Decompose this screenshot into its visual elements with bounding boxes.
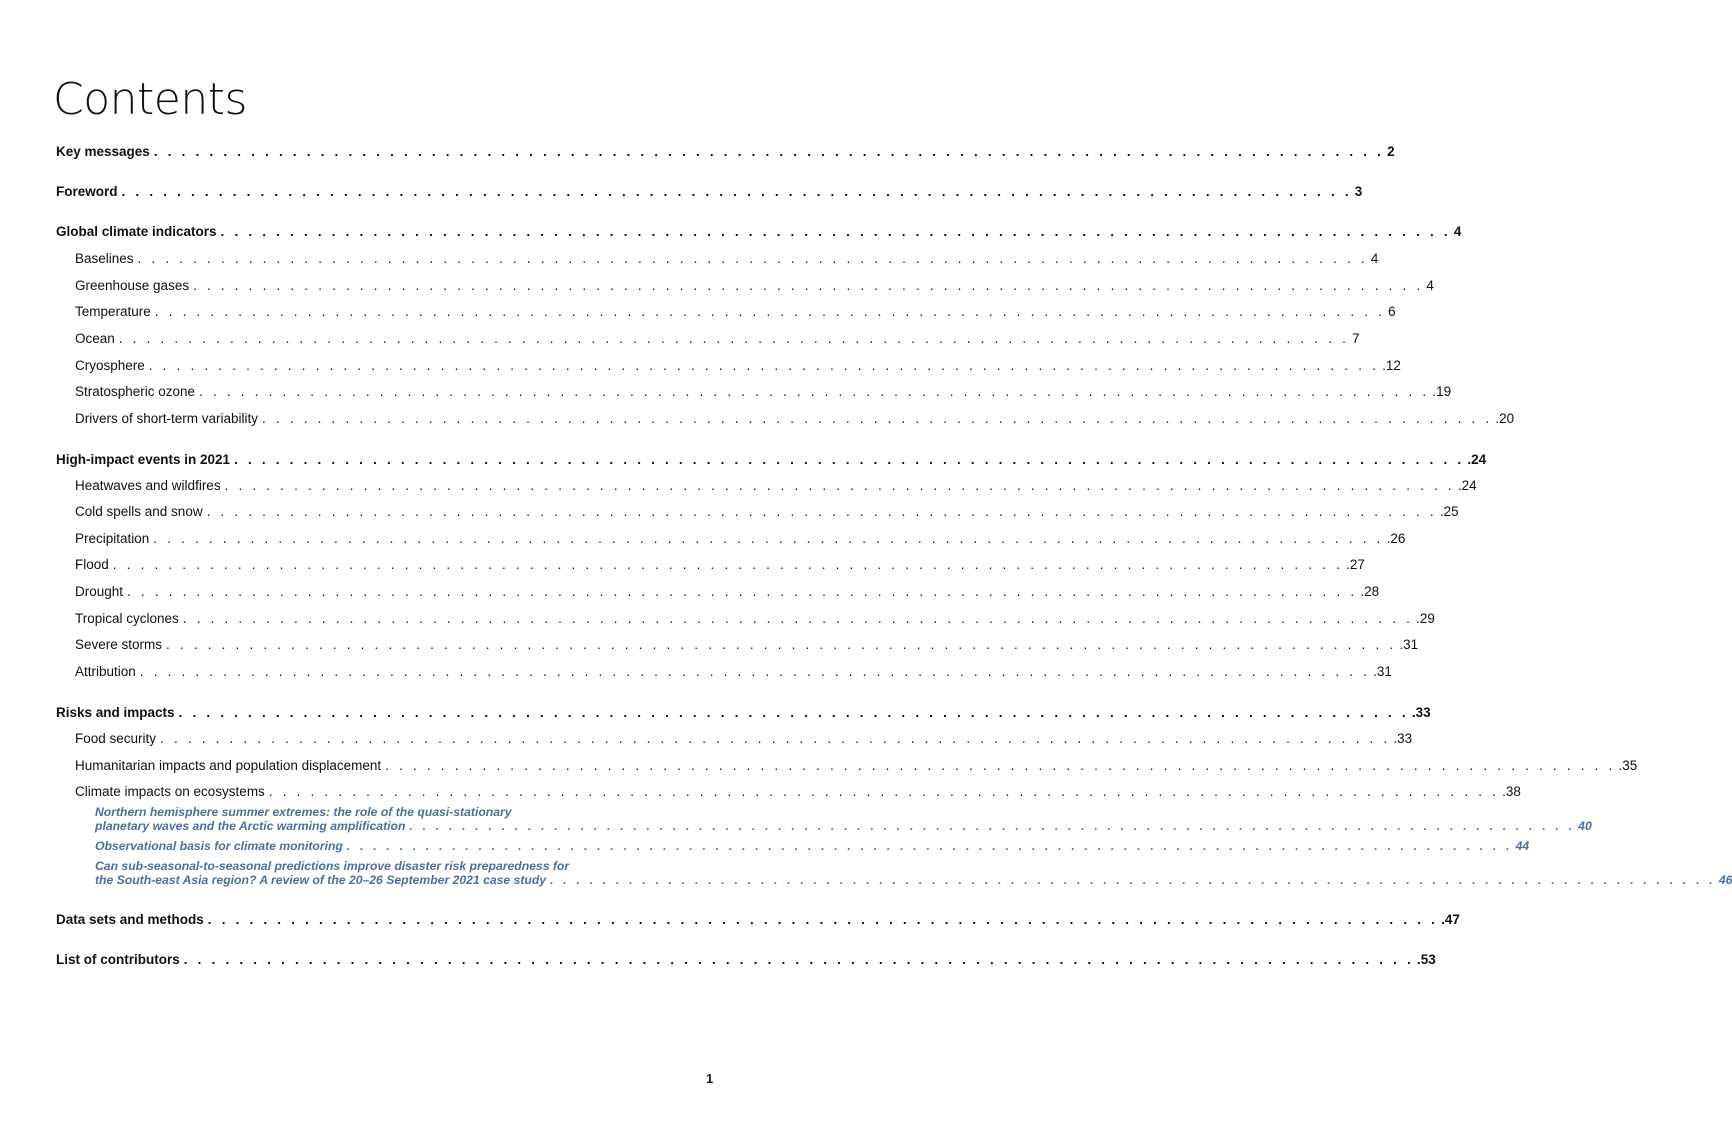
page-number: 1 xyxy=(706,1071,714,1086)
toc-entry-page: .19 xyxy=(1432,384,1452,399)
toc-entry-cryosphere[interactable] xyxy=(56,357,1401,375)
toc-entry-page: .12 xyxy=(1382,358,1401,373)
dot-leader: . . . . . . . . . . . . . . . . . . . . . . . . . . . . . . . . . . . . . . . . . . . . . . . . . . . . . . . . . . . . . . . . . . . . . . . . . . . . . . . . . . . . . . . . . xyxy=(166,637,1397,652)
toc-box-title-line1: Northern hemisphere summer extremes: the role of the quasi-stationary xyxy=(95,805,512,819)
toc-box-title: Observational basis for climate monitoring xyxy=(95,839,343,853)
toc-entry-label: Severe storms xyxy=(75,637,163,652)
dot-leader: . . . . . . . . . . . . . . . . . . . . . . . . . . . . . . . . . . . . . . . . . . . . . . . . . . . . . . . . . . . . . . . . . . . . . . . . . . . . . . . . . . . . . . . . . xyxy=(148,358,1380,373)
dot-leader: . . . . . . . . . . . . . . . . . . . . . . . . . . . . . . . . . . . . . . . . . . . . . . . . . . . . . . . . . . . . . . . . . . . . . . . . . . . . . . . . . . . . . . . . . xyxy=(154,304,1386,319)
toc-box-page: 46 xyxy=(1718,873,1732,887)
toc-entry-label: Attribution xyxy=(75,664,136,679)
toc-entry-page: .33 xyxy=(1411,705,1431,720)
toc-entry-page: .31 xyxy=(1399,637,1419,652)
dot-leader: . . . . . . . . . . . . . . . . . . . . . . . . . . . . . . . . . . . . . . . . . . . . . . . . . . . . . . . . . . . . . . . . . . . . . . . . . . . . . . . . . . . . . . . . . xyxy=(206,504,1437,519)
toc-entry-label: High-impact events in 2021 xyxy=(56,452,231,467)
toc-box-title-row xyxy=(95,839,1530,853)
toc-entry-risks-and-impacts[interactable] xyxy=(56,704,1431,722)
toc-entry-climate-impacts-on-ecosystems[interactable] xyxy=(56,783,1521,801)
toc-entry-flood[interactable] xyxy=(56,556,1365,574)
toc-entry-attribution[interactable] xyxy=(56,663,1392,681)
toc-entry-page: .31 xyxy=(1373,664,1392,679)
toc-entry-label: Stratospheric ozone xyxy=(75,384,196,399)
dot-leader: . . . . . . . . . . . . . . . . . . . . . . . . . . . . . . . . . . . . . . . . . . . . . . . . . . . . . . . . . . . . . . . . . . . . . . . . . . . . . . . . . . . . . . . . . xyxy=(121,184,1352,199)
toc-entry-key-messages[interactable] xyxy=(56,143,1395,161)
toc-entry-label: Baselines xyxy=(75,251,134,266)
toc-entry-page: .20 xyxy=(1495,411,1515,426)
toc-entry-precipitation[interactable] xyxy=(56,530,1406,548)
toc-entry-page: .35 xyxy=(1618,758,1638,773)
toc-entry-page: .24 xyxy=(1467,452,1487,467)
dot-leader: . . . . . . . . . . . . . . . . . . . . . . . . . . . . . . . . . . . . . . . . . . . . . . . . . . . . . . . . . . . . . . . . . . . . . . . . . . . . . . . . . . . . . . . . . xyxy=(385,758,1616,773)
toc-entry-page: .38 xyxy=(1502,784,1521,799)
toc-entry-data-sets-and-methods[interactable] xyxy=(56,911,1460,929)
dot-leader: . . . . . . . . . . . . . . . . . . . . . . . . . . . . . . . . . . . . . . . . . . . . . . . . . . . . . . . . . . . . . . . . . . . . . . . . . . . . . . . . . . . . . . . . . xyxy=(262,411,1493,426)
toc-entry-page: .53 xyxy=(1417,952,1436,967)
toc-entry-temperature[interactable] xyxy=(56,303,1396,321)
toc-entry-humanitarian-impacts[interactable] xyxy=(56,757,1638,775)
dot-leader: . . . . . . . . . . . . . . . . . . . . . . . . . . . . . . . . . . . . . . . . . . . . . . . . . . . . . . . . . . . . . . . . . . . . . . . . . . . . . . . . . . . . . . . . . xyxy=(127,584,1358,599)
toc-entry-page: .29 xyxy=(1416,611,1435,626)
toc-entry-foreword[interactable] xyxy=(56,183,1363,201)
toc-entry-label: List of contributors xyxy=(56,952,180,967)
toc-box-title-line1: Can sub-seasonal-to-seasonal predictions improve disaster risk preparedness for xyxy=(95,859,570,873)
toc-entry-page: 4 xyxy=(1453,224,1462,239)
toc-entry-label: Cold spells and snow xyxy=(75,504,203,519)
toc-entry-label: Temperature xyxy=(75,304,151,319)
toc-entry-severe-storms[interactable] xyxy=(56,636,1419,654)
toc-box-sub-seasonal-predictions[interactable] xyxy=(56,859,1732,887)
page-title: Contents xyxy=(53,74,247,125)
toc-box-page: 44 xyxy=(1515,839,1530,853)
toc-entry-heatwaves-and-wildfires[interactable] xyxy=(56,477,1477,495)
dot-leader: . . . . . . . . . . . . . . . . . . . . . . . . . . . . . . . . . . . . . . . . . . . . . . . . . . . . . . . . . . . . . . . . . . . . . . . . . . . . . . . . . . . . . . . . . xyxy=(207,912,1439,927)
toc-entry-baselines[interactable] xyxy=(56,250,1379,268)
toc-entry-page: 4 xyxy=(1426,278,1434,293)
toc-entry-list-of-contributors[interactable] xyxy=(56,951,1436,969)
toc-entry-drivers-of-short-term-variability[interactable] xyxy=(56,410,1515,428)
dot-leader: . . . . . . . . . . . . . . . . . . . . . . . . . . . . . . . . . . . . . . . . . . . . . . . . . . . . . . . . . . . . . . . . . . . . . . . . . . . . . . . . . . . . . . . . . xyxy=(153,531,1384,546)
dot-leader: . . . . . . . . . . . . . . . . . . . . . . . . . . . . . . . . . . . . . . . . . . . . . . . . . . . . . . . . . . . . . . . . . . . . . . . . . . . . . . . . . . . . . . . . . xyxy=(178,705,1409,720)
toc-entry-greenhouse-gases[interactable] xyxy=(56,277,1434,295)
dot-leader: . . . . . . . . . . . . . . . . . . . . . . . . . . . . . . . . . . . . . . . . . . . . . . . . . . . . . . . . . . . . . . . . . . . . . . . . . . . . . . . . . . . . . . . . . xyxy=(139,664,1371,679)
dot-leader: . . . . . . . . . . . . . . . . . . . . . . . . . . . . . . . . . . . . . . . . . . . . . . . . . . . . . . . . . . . . . . . . . . . . . . . . . . . . . . . . . . . . . . . . . xyxy=(550,873,1716,887)
toc-entry-label: Food security xyxy=(75,731,157,746)
toc-entry-page: .25 xyxy=(1439,504,1459,519)
toc-entry-tropical-cyclones[interactable] xyxy=(56,610,1435,628)
toc-entry-label: Cryosphere xyxy=(75,358,145,373)
toc-entry-label: Foreword xyxy=(56,184,118,199)
toc-entry-label: Precipitation xyxy=(75,531,150,546)
toc-entry-label: Drivers of short-term variability xyxy=(75,411,259,426)
dot-leader: . . . . . . . . . . . . . . . . . . . . . . . . . . . . . . . . . . . . . . . . . . . . . . . . . . . . . . . . . . . . . . . . . . . . . . . . . . . . . . . . . . . . . . . . . xyxy=(193,278,1424,293)
dot-leader: . . . . . . . . . . . . . . . . . . . . . . . . . . . . . . . . . . . . . . . . . . . . . . . . . . . . . . . . . . . . . . . . . . . . . . . . . . . . . . . . . . . . . . . . . xyxy=(160,731,1391,746)
dot-leader: . . . . . . . . . . . . . . . . . . . . . . . . . . . . . . . . . . . . . . . . . . . . . . . . . . . . . . . . . . . . . . . . . . . . . . . . . . . . . . . . . . . . . . . . . xyxy=(183,952,1415,967)
toc-box-title-line2: planetary waves and the Arctic warming amplification xyxy=(95,819,406,833)
dot-leader: . . . . . . . . . . . . . . . . . . . . . . . . . . . . . . . . . . . . . . . . . . . . . . . . . . . . . . . . . . . . . . . . . . . . . . . . . . . . . . . . . . . . . . . . . xyxy=(220,224,1451,239)
toc-entry-page: 4 xyxy=(1370,251,1379,266)
toc-entry-label: Tropical cyclones xyxy=(75,611,179,626)
dot-leader: . . . . . . . . . . . . . . . . . . . . . . . . . . . . . . . . . . . . . . . . . . . . . . . . . . . . . . . . . . . . . . . . . . . . . . . . . . . . . . . . . . . . . . . . . xyxy=(224,478,1455,493)
dot-leader: . . . . . . . . . . . . . . . . . . . . . . . . . . . . . . . . . . . . . . . . . . . . . . . . . . . . . . . . . . . . . . . . . . . . . . . . . . . . . . . . . . . . . . . . . xyxy=(346,839,1513,853)
toc-entry-page: .26 xyxy=(1386,531,1406,546)
toc-entry-label: Ocean xyxy=(75,331,115,346)
toc-box-title-line2-row xyxy=(95,873,1732,887)
toc-entry-page: 6 xyxy=(1388,304,1396,319)
toc-entry-label: Heatwaves and wildfires xyxy=(75,478,221,493)
dot-leader: . . . . . . . . . . . . . . . . . . . . . . . . . . . . . . . . . . . . . . . . . . . . . . . . . . . . . . . . . . . . . . . . . . . . . . . . . . . . . . . . . . . . . . . . . xyxy=(137,251,1368,266)
dot-leader: . . . . . . . . . . . . . . . . . . . . . . . . . . . . . . . . . . . . . . . . . . . . . . . . . . . . . . . . . . . . . . . . . . . . . . . . . . . . . . . . . . . . . . . . . xyxy=(112,557,1344,572)
toc-entry-cold-spells-and-snow[interactable] xyxy=(56,503,1459,521)
dot-leader: . . . . . . . . . . . . . . . . . . . . . . . . . . . . . . . . . . . . . . . . . . . . . . . . . . . . . . . . . . . . . . . . . . . . . . . . . . . . . . . . . . . . . . . . . xyxy=(409,819,1576,833)
toc-entry-global-climate-indicators[interactable] xyxy=(56,223,1462,241)
toc-entry-label: Key messages xyxy=(56,144,150,159)
toc-entry-label: Data sets and methods xyxy=(56,912,204,927)
toc-entry-label: Flood xyxy=(75,557,109,572)
toc-entry-page: .28 xyxy=(1360,584,1380,599)
toc-entry-label: Humanitarian impacts and population displacement xyxy=(75,758,382,773)
dot-leader: . . . . . . . . . . . . . . . . . . . . . . . . . . . . . . . . . . . . . . . . . . . . . . . . . . . . . . . . . . . . . . . . . . . . . . . . . . . . . . . . . . . . . . . . . xyxy=(153,144,1385,159)
toc-entry-label: Risks and impacts xyxy=(56,705,175,720)
toc-entry-page: .24 xyxy=(1457,478,1477,493)
toc-box-title-line2-row xyxy=(95,819,1592,833)
toc-entry-drought[interactable] xyxy=(56,583,1380,601)
toc-entry-ocean[interactable] xyxy=(56,330,1360,348)
toc-entry-high-impact-events[interactable] xyxy=(56,451,1487,469)
toc-entry-label: Global climate indicators xyxy=(56,224,217,239)
toc-entry-label: Greenhouse gases xyxy=(75,278,190,293)
toc-box-title-line2: the South-east Asia region? A review of the 20–26 September 2021 case study xyxy=(95,873,547,887)
toc-entry-food-security[interactable] xyxy=(56,730,1413,748)
toc-entry-stratospheric-ozone[interactable] xyxy=(56,383,1452,401)
toc-entry-label: Climate impacts on ecosystems xyxy=(75,784,265,799)
toc-entry-page: .33 xyxy=(1393,731,1413,746)
toc-entry-page: 7 xyxy=(1352,331,1360,346)
toc-entry-page: 3 xyxy=(1354,184,1363,199)
toc-entry-page: 2 xyxy=(1387,144,1395,159)
dot-leader: . . . . . . . . . . . . . . . . . . . . . . . . . . . . . . . . . . . . . . . . . . . . . . . . . . . . . . . . . . . . . . . . . . . . . . . . . . . . . . . . . . . . . . . . . xyxy=(199,384,1430,399)
toc-entry-page: .47 xyxy=(1441,912,1460,927)
toc-box-observational-basis[interactable] xyxy=(56,839,1530,853)
toc-box-northern-hemisphere-extremes[interactable] xyxy=(56,805,1592,833)
toc-entry-page: .27 xyxy=(1346,557,1365,572)
dot-leader: . . . . . . . . . . . . . . . . . . . . . . . . . . . . . . . . . . . . . . . . . . . . . . . . . . . . . . . . . . . . . . . . . . . . . . . . . . . . . . . . . . . . . . . . . xyxy=(234,452,1465,467)
dot-leader: . . . . . . . . . . . . . . . . . . . . . . . . . . . . . . . . . . . . . . . . . . . . . . . . . . . . . . . . . . . . . . . . . . . . . . . . . . . . . . . . . . . . . . . . . xyxy=(182,611,1414,626)
dot-leader: . . . . . . . . . . . . . . . . . . . . . . . . . . . . . . . . . . . . . . . . . . . . . . . . . . . . . . . . . . . . . . . . . . . . . . . . . . . . . . . . . . . . . . . . . xyxy=(268,784,1500,799)
toc-entry-label: Drought xyxy=(75,584,124,599)
toc-box-page: 40 xyxy=(1578,819,1592,833)
dot-leader: . . . . . . . . . . . . . . . . . . . . . . . . . . . . . . . . . . . . . . . . . . . . . . . . . . . . . . . . . . . . . . . . . . . . . . . . . . . . . . . . . . . . . . . . . xyxy=(118,331,1350,346)
